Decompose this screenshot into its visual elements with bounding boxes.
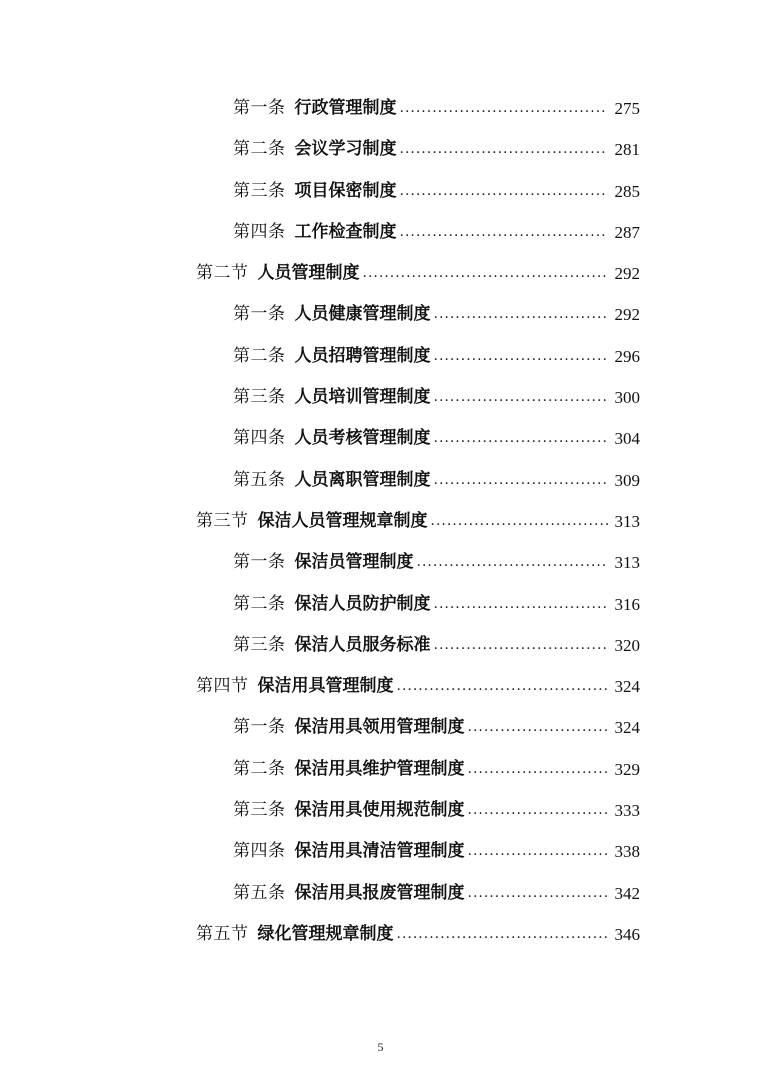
toc-dot-leader — [468, 749, 609, 790]
toc-entry-page: 333 — [614, 801, 640, 821]
toc-entry-page: 300 — [614, 388, 640, 408]
toc-entry-number: 第三条 — [233, 387, 286, 408]
toc-entry[interactable] — [0, 418, 640, 459]
toc-entry-title: 行政管理制度 — [294, 98, 397, 118]
toc-entry[interactable] — [0, 707, 640, 748]
toc-entry-title: 人员考核管理制度 — [294, 428, 431, 449]
toc-dot-leader — [434, 625, 609, 666]
toc-entry-page: 313 — [614, 553, 640, 573]
toc-entry-page: 320 — [614, 635, 640, 655]
toc-entry-number: 第四节 — [196, 676, 249, 697]
table-of-contents — [0, 88, 640, 955]
toc-entry[interactable] — [0, 584, 640, 625]
toc-entry-page: 296 — [614, 346, 640, 366]
toc-entry[interactable] — [0, 336, 640, 377]
toc-entry-number: 第二条 — [233, 593, 286, 614]
toc-section-entry[interactable] — [0, 666, 640, 707]
toc-entry-page: 304 — [614, 429, 640, 449]
toc-entry[interactable] — [0, 831, 640, 872]
toc-entry[interactable] — [0, 460, 640, 501]
toc-entry-page: 309 — [614, 470, 640, 490]
toc-entry-title: 保洁人员防护制度 — [294, 593, 431, 614]
toc-entry[interactable] — [0, 171, 640, 212]
toc-entry-page: 292 — [614, 305, 640, 325]
toc-entry-page: 281 — [614, 140, 640, 160]
toc-dot-leader — [434, 294, 609, 335]
toc-entry-page: 338 — [614, 842, 640, 862]
toc-entry-number: 第二条 — [233, 139, 286, 160]
toc-entry[interactable] — [0, 749, 640, 790]
toc-entry-title: 保洁用具报废管理制度 — [294, 882, 465, 903]
toc-entry-page: 324 — [614, 677, 640, 697]
toc-entry-number: 第一条 — [233, 717, 286, 738]
toc-dot-leader — [434, 377, 609, 418]
toc-entry-number: 第五条 — [233, 469, 286, 490]
toc-entry-page: 275 — [614, 99, 640, 118]
toc-dot-leader — [400, 171, 609, 212]
toc-entry-page: 316 — [614, 594, 640, 614]
toc-dot-leader — [431, 501, 609, 542]
toc-entry-number: 第四条 — [233, 841, 286, 862]
toc-entry[interactable] — [0, 873, 640, 914]
toc-entry[interactable] — [0, 625, 640, 666]
toc-section-entry[interactable] — [0, 914, 640, 955]
toc-dot-leader — [434, 584, 609, 625]
toc-entry-number: 第一条 — [233, 552, 286, 573]
toc-entry-title: 人员培训管理制度 — [294, 387, 431, 408]
toc-entry-page: 287 — [614, 222, 640, 242]
toc-entry-number: 第三条 — [233, 800, 286, 821]
toc-dot-leader — [468, 873, 609, 914]
footer-page-number: 5 — [377, 1040, 384, 1054]
toc-entry[interactable] — [0, 790, 640, 831]
toc-entry-number: 第五节 — [196, 923, 249, 944]
toc-entry-number: 第一条 — [233, 304, 286, 325]
toc-dot-leader — [468, 831, 609, 872]
toc-dot-leader — [468, 707, 609, 748]
toc-entry-title: 人员健康管理制度 — [294, 304, 431, 325]
toc-dot-leader — [400, 129, 609, 170]
toc-entry-title: 保洁人员管理规章制度 — [257, 510, 428, 531]
toc-entry-title: 人员招聘管理制度 — [294, 345, 431, 366]
toc-entry-title: 项目保密制度 — [294, 180, 397, 201]
toc-entry-title: 保洁用具清洁管理制度 — [294, 841, 465, 862]
toc-dot-leader — [363, 253, 609, 294]
toc-dot-leader — [417, 542, 609, 583]
toc-entry-page: 342 — [614, 883, 640, 903]
toc-entry[interactable] — [0, 212, 640, 253]
toc-entry-number: 第一条 — [233, 98, 286, 118]
toc-entry-title: 保洁用具领用管理制度 — [294, 717, 465, 738]
toc-dot-leader — [434, 460, 609, 501]
toc-entry-number: 第三节 — [196, 510, 249, 531]
toc-entry-title: 保洁人员服务标准 — [294, 634, 431, 655]
toc-entry-title: 人员离职管理制度 — [294, 469, 431, 490]
toc-entry-page: 324 — [614, 718, 640, 738]
toc-entry[interactable] — [0, 88, 640, 129]
toc-entry[interactable] — [0, 294, 640, 335]
toc-dot-leader — [397, 666, 609, 707]
toc-dot-leader — [397, 914, 609, 955]
toc-entry-page: 292 — [614, 264, 640, 284]
toc-dot-leader — [468, 790, 609, 831]
toc-entry-number: 第二节 — [196, 263, 249, 284]
toc-entry-number: 第三条 — [233, 180, 286, 201]
toc-entry-number: 第四条 — [233, 221, 286, 242]
toc-entry-title: 人员管理制度 — [257, 263, 360, 284]
toc-entry[interactable] — [0, 377, 640, 418]
toc-entry-number: 第二条 — [233, 758, 286, 779]
toc-entry-title: 保洁用具管理制度 — [257, 676, 394, 697]
toc-entry-number: 第二条 — [233, 345, 286, 366]
toc-entry-number: 第四条 — [233, 428, 286, 449]
toc-entry-page: 285 — [614, 181, 640, 201]
toc-dot-leader — [400, 212, 609, 253]
toc-entry-title: 保洁用具使用规范制度 — [294, 800, 465, 821]
toc-dot-leader — [434, 418, 609, 459]
toc-entry-page: 329 — [614, 759, 640, 779]
toc-entry[interactable] — [0, 542, 640, 583]
toc-entry[interactable] — [0, 129, 640, 170]
toc-entry-page: 346 — [614, 924, 640, 944]
toc-entry-title: 保洁用具维护管理制度 — [294, 758, 465, 779]
toc-entry-page: 313 — [614, 511, 640, 531]
toc-entry-title: 绿化管理规章制度 — [257, 923, 394, 944]
toc-entry-number: 第三条 — [233, 634, 286, 655]
toc-dot-leader — [434, 336, 609, 377]
toc-dot-leader — [400, 88, 609, 129]
toc-section-entry[interactable] — [0, 253, 640, 294]
toc-section-entry[interactable] — [0, 501, 640, 542]
toc-entry-title: 工作检查制度 — [294, 221, 397, 242]
toc-entry-number: 第五条 — [233, 882, 286, 903]
toc-entry-title: 保洁员管理制度 — [294, 552, 414, 573]
toc-entry-title: 会议学习制度 — [294, 139, 397, 160]
